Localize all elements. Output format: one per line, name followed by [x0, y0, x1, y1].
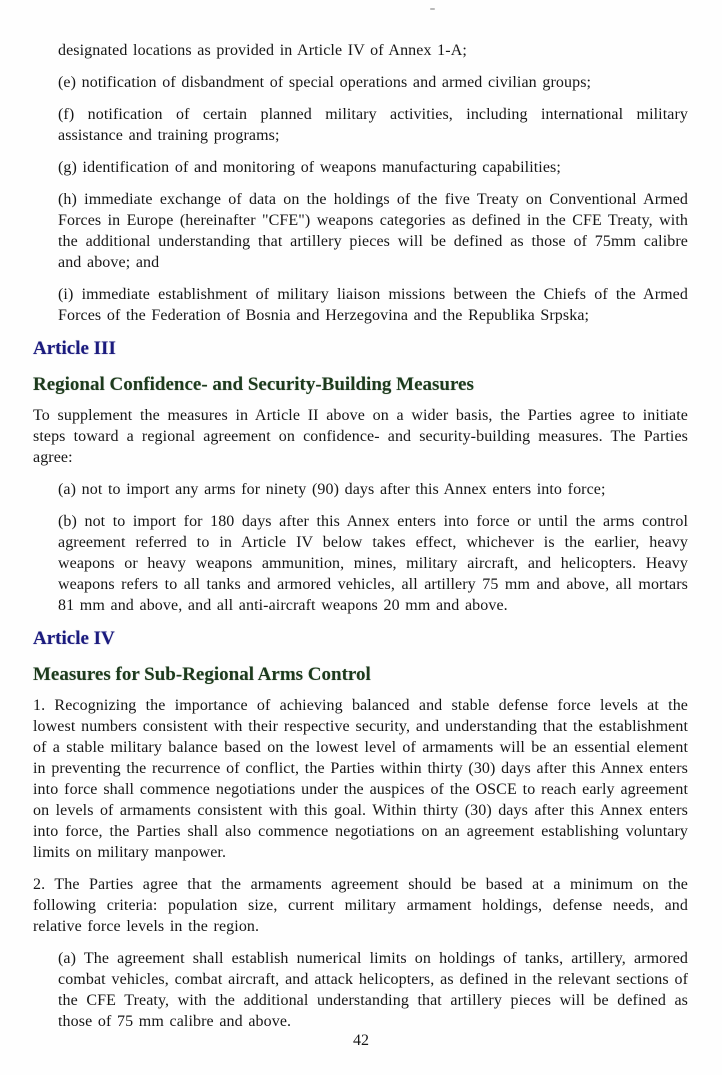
continuation-paragraph: designated locations as provided in Article IV of Annex 1-A; — [58, 42, 467, 59]
scan-artifact-mark — [430, 8, 435, 10]
article-3-title: Article III — [33, 338, 116, 359]
article-4-paragraph-1: 1. Recognizing the importance of achieving balanced and stable defense force levels at the lowest numbers consistent with their respective security, and understanding that the establishment of a stable military balance based on the lowest level of armaments will be an essential element in preventing the recurrence of conflict, the Parties within thirty (30) days after this Annex enters into force shall commence negotiations under the auspices of the OSCE to reach early agreement on levels of armaments consistent with this goal. Within thirty (30) days after this Annex enters into force, the Parties shall also commence negotiations on an agreement establishing voluntary limits on military manpower. — [33, 697, 688, 861]
page-number: 42 — [353, 1032, 369, 1049]
list-item-h: (h) immediate exchange of data on the holdings of the five Treaty on Conventional Armed Forces in Europe (hereinafter "CFE") weapons categories as defined in the CFE Treaty, with the additional understanding that artillery pieces will be defined as those of 75mm calibre and above; and — [58, 191, 688, 271]
list-item-g: (g) identification of and monitoring of weapons manufacturing capabilities; — [58, 159, 561, 176]
article-3-item-b: (b) not to import for 180 days after this Annex enters into force or until the arms control agreement referred to in Article IV below takes effect, whichever is the earlier, heavy weapons or heavy weapons ammunition, mines, military aircraft, and helicopters. Heavy weapons refers to all tanks and armored vehicles, all artillery 75 mm and above, all mortars 81 mm and above, and all anti-aircraft weapons 20 mm and above. — [58, 513, 688, 614]
list-item-i: (i) immediate establishment of military liaison missions between the Chiefs of the Armed Forces of the Federation of Bosnia and Herzegovina and the Republika Srpska; — [58, 286, 688, 324]
article-4-paragraph-2: 2. The Parties agree that the armaments agreement should be based at a minimum on the following criteria: population size, current military armament holdings, defense needs, and relative force levels in the region. — [33, 876, 688, 935]
article-4-title: Article IV — [33, 628, 115, 649]
article-3-subtitle: Regional Confidence- and Security-Building Measures — [33, 374, 474, 395]
list-item-f: (f) notification of certain planned military activities, including international military assistance and training programs; — [58, 106, 688, 144]
article-4-subtitle: Measures for Sub-Regional Arms Control — [33, 664, 371, 685]
article-3-intro-paragraph: To supplement the measures in Article II above on a wider basis, the Parties agree to initiate steps toward a regional agreement on confidence- and security-building measures. The Parties agree: — [33, 407, 688, 466]
list-item-e: (e) notification of disbandment of special operations and armed civilian groups; — [58, 74, 592, 91]
article-4-item-a: (a) The agreement shall establish numerical limits on holdings of tanks, artillery, armored combat vehicles, combat aircraft, and attack helicopters, as defined in the relevant sections of the CFE Treaty, with the additional understanding that artillery pieces will be defined as those of 75 mm calibre and above. — [58, 950, 688, 1030]
article-3-item-a: (a) not to import any arms for ninety (90) days after this Annex enters into force; — [58, 481, 606, 498]
